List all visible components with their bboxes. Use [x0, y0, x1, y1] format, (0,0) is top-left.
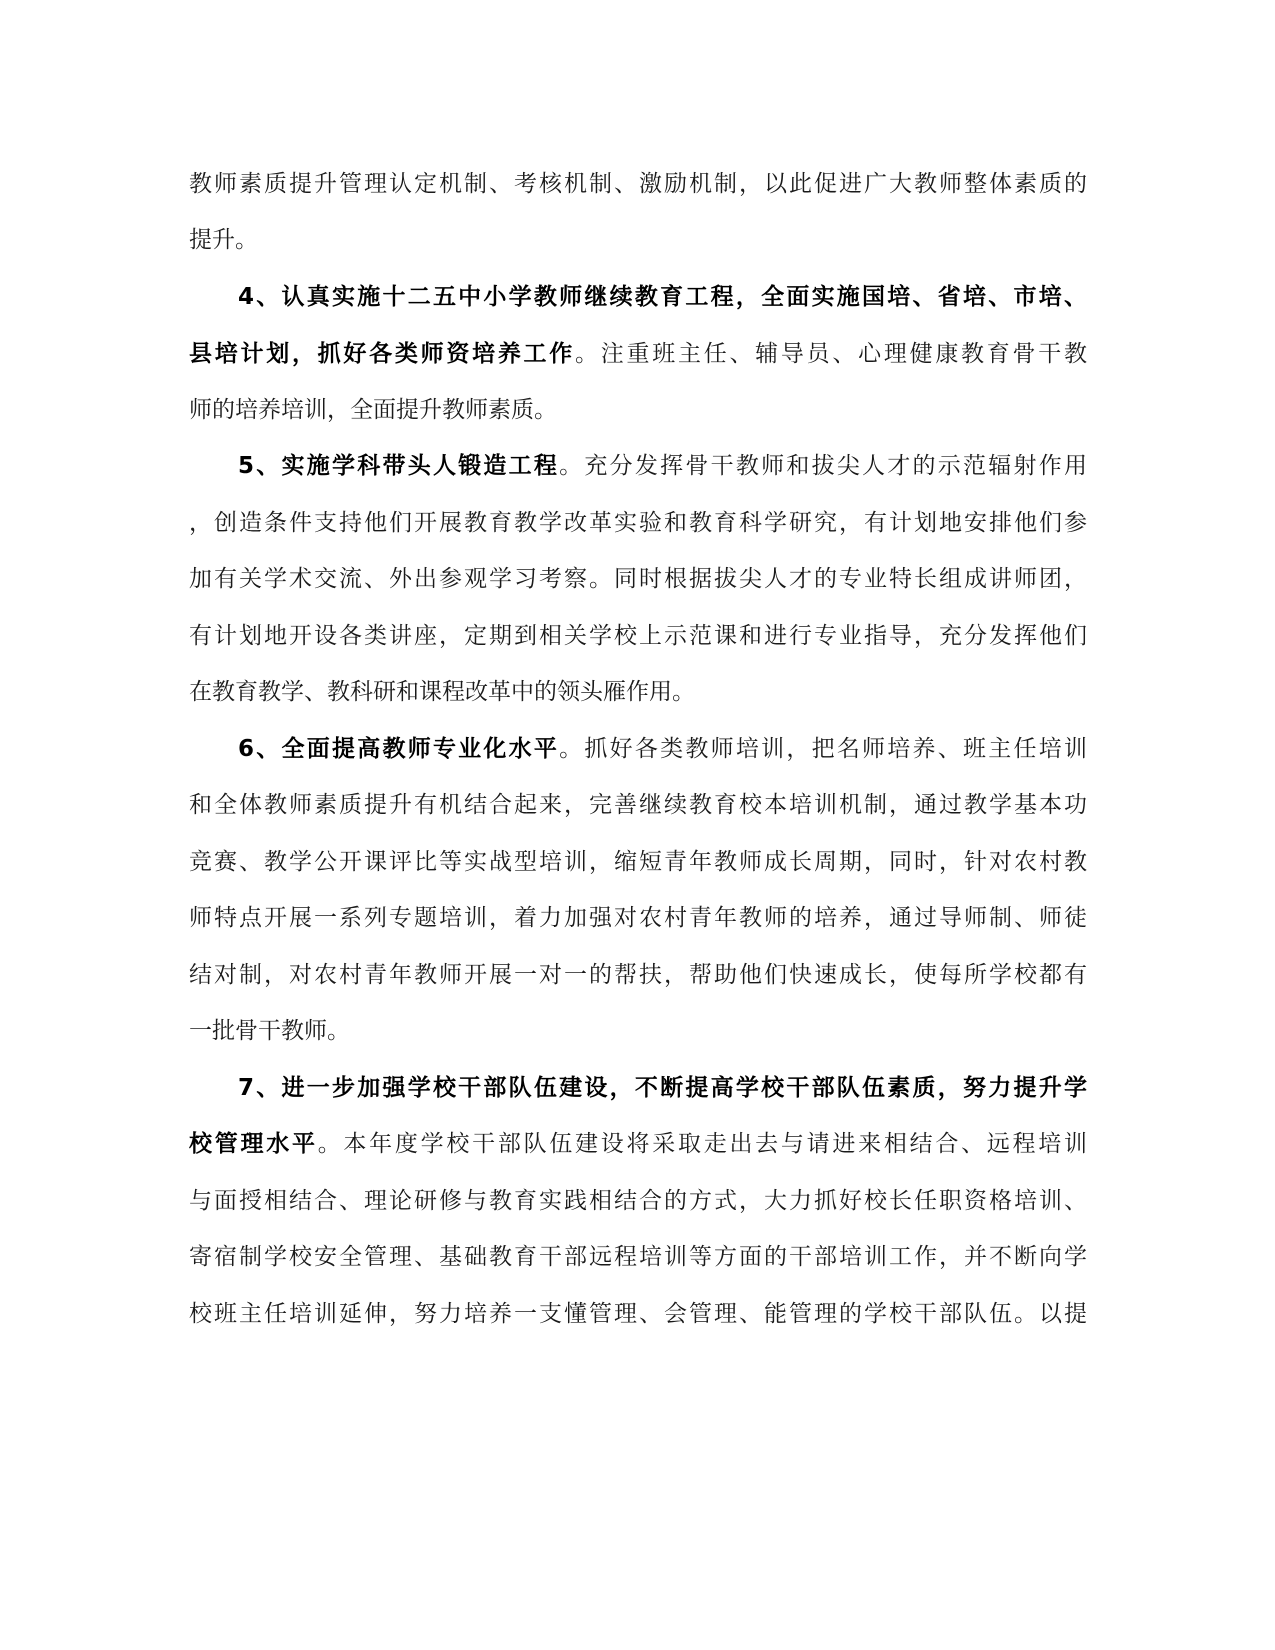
paragraph-line — [189, 164, 1087, 204]
paragraph-line — [189, 1011, 350, 1051]
body-text: 竞赛、教学公开课评比等实战型培训，缩短青年教师成长周期，同时，针对农村教 — [189, 849, 1087, 875]
body-text: 提升。 — [189, 227, 258, 253]
paragraph-line — [189, 1124, 1087, 1164]
paragraph-line — [189, 1181, 1087, 1221]
body-text: 有计划地开设各类讲座，定期到相关学校上示范课和进行专业指导，充分发挥他们 — [189, 623, 1087, 649]
body-text: 师的培养培训，全面提升教师素质。 — [189, 397, 557, 423]
body-text: 结对制，对农村青年教师开展一对一的帮扶，帮助他们快速成长，使每所学校都有 — [189, 962, 1087, 988]
body-text: 加有关学术交流、外出参观学习考察。同时根据拔尖人才的专业特长组成讲师团， — [189, 566, 1087, 592]
body-text: 。注重班主任、辅导员、心理健康教育骨干教 — [575, 341, 1088, 367]
paragraph-heading-line — [238, 1068, 1087, 1108]
paragraph-heading: 4、认真实施十二五中小学教师继续教育工程，全面实施国培、省培、市培、 — [238, 284, 1087, 310]
body-text: 教师素质提升管理认定机制、考核机制、激励机制，以此促进广大教师整体素质的 — [189, 171, 1087, 197]
paragraph-line — [189, 616, 1087, 656]
paragraph-heading: 6、全面提高教师专业化水平 — [238, 736, 560, 762]
body-text: 师特点开展一系列专题培训，着力加强对农村青年教师的培养，通过导师制、师徒 — [189, 905, 1087, 931]
body-text: 。本年度学校干部队伍建设将采取走出去与请进来相结合、远程培训 — [317, 1131, 1088, 1157]
paragraph-line — [189, 785, 1087, 825]
paragraph-line — [189, 955, 1087, 995]
body-text: 。充分发挥骨干教师和拔尖人才的示范辐射作用 — [559, 453, 1087, 479]
body-text: ，创造条件支持他们开展教育教学改革实验和教育科学研究，有计划地安排他们参 — [189, 510, 1087, 536]
body-text: 与面授相结合、理论研修与教育实践相结合的方式，大力抓好校长任职资格培训、 — [189, 1188, 1087, 1214]
paragraph-line — [189, 334, 1087, 374]
body-text: 和全体教师素质提升有机结合起来，完善继续教育校本培训机制，通过教学基本功 — [189, 792, 1087, 818]
paragraph-line — [189, 390, 557, 430]
paragraph-line — [189, 672, 695, 712]
paragraph-heading: 7、进一步加强学校干部队伍建设，不断提高学校干部队伍素质，努力提升学 — [238, 1075, 1087, 1101]
body-text: 寄宿制学校安全管理、基础教育干部远程培训等方面的干部培训工作，并不断向学 — [189, 1244, 1087, 1270]
paragraph-heading: 5、实施学科带头人锻造工程 — [238, 453, 560, 479]
paragraph-heading-line — [238, 729, 1087, 769]
paragraph-line — [189, 842, 1087, 882]
body-text: 。抓好各类教师培训，把名师培养、班主任培训 — [559, 736, 1087, 762]
paragraph-heading-line — [238, 446, 1087, 486]
paragraph-line — [189, 220, 258, 260]
paragraph-heading-line — [238, 277, 1087, 317]
paragraph-line — [189, 1294, 1087, 1334]
body-text: 一批骨干教师。 — [189, 1018, 350, 1044]
body-text: 在教育教学、教科研和课程改革中的领头雁作用。 — [189, 679, 695, 705]
paragraph-line — [189, 559, 1087, 599]
paragraph-line — [189, 1237, 1087, 1277]
body-text: 校班主任培训延伸，努力培养一支懂管理、会管理、能管理的学校干部队伍。以提 — [189, 1301, 1087, 1327]
paragraph-line — [189, 898, 1087, 938]
paragraph-heading: 校管理水平 — [189, 1131, 318, 1157]
paragraph-line — [189, 503, 1087, 543]
paragraph-heading: 县培计划，抓好各类师资培养工作 — [189, 341, 576, 367]
